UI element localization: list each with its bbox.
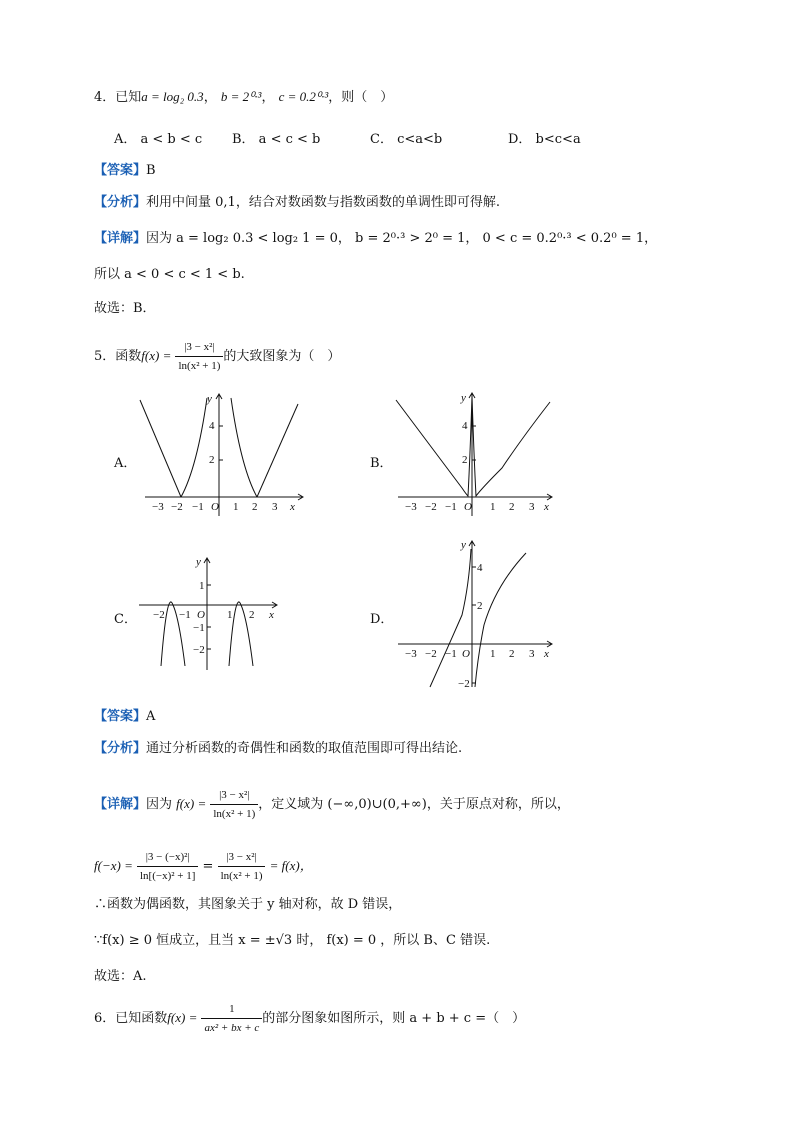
graph-d-tick: −2 [458, 678, 470, 690]
graph-a-tick: 1 [233, 501, 239, 513]
graph-c-tick: 1 [199, 580, 205, 592]
graph-d-tick: −3 [405, 648, 417, 660]
graph-b-tick: −2 [425, 501, 437, 513]
q4-conclusion: 故选：B． [94, 301, 156, 316]
graph-a-origin: O [211, 501, 219, 513]
graph-c-x-label: x [269, 609, 274, 621]
graph-a-tick: −3 [152, 501, 164, 513]
q6-fraction: $\frac{1}{\text{ax² + bx + c}}$ [201, 1000, 262, 1037]
q4-option-c: C． c<a<b [370, 132, 443, 147]
graph-a-curve-left-outer [140, 400, 181, 497]
q5-detail-4: ∵f(x) ≥ 0 恒成立，且当 x = ±√3 时， f(x) = 0 ，所以 B、C 错误. [94, 933, 491, 948]
q5-fraction: $\frac{\text{|3 − x²|}}{\text{ln(x² + 1)}}$ [175, 338, 223, 375]
graph-b-origin: O [464, 501, 472, 513]
graph-b [392, 388, 562, 520]
graph-d-curve-right [475, 553, 526, 687]
graph-d-tick: 4 [477, 562, 483, 574]
graph-c-label: C． [114, 612, 137, 627]
graph-c-origin: O [197, 609, 205, 621]
graph-a-label: A． [114, 456, 137, 471]
graph-b-tick: −3 [405, 501, 417, 513]
graph-a-x-label: x [290, 501, 295, 513]
q5-detail-1: 【详解】因为 f(x) = $\frac{\text{|3 − x²|}}{\text{ln(x² + 1)}}$ ，定义域为 (−∞,0)∪(0,+∞)，关于原点对称，所以， [94, 786, 570, 823]
graph-d-tick: −1 [445, 648, 457, 660]
q5-conclusion: 故选：A. [94, 969, 147, 984]
graph-d-tick: 2 [509, 648, 515, 660]
graph-b-y-label: y [461, 392, 466, 404]
q4-option-d: D． b<c<a [508, 132, 581, 147]
q6-stem: 6．已知函数f(x) = $\frac{1}{\text{ax² + bx + c}}$ 的部分图象如图所示，则 a + b + c =（ ） [94, 1000, 525, 1037]
q5-stem: 5．函数f(x) = $\frac{\text{|3 − x²|}}{\text{ln(x² + 1)}}$ 的大致图象为（ ） [94, 338, 340, 375]
q4-option-a: A． a < b < c [114, 132, 203, 147]
q4-detail-2: 所以 a < 0 < c < 1 < b. [94, 267, 245, 282]
graph-b-tick: 4 [462, 420, 468, 432]
graph-d-tick: 3 [529, 648, 535, 660]
q5-detail-fraction: $\frac{\text{|3 − x²|}}{\text{ln(x² + 1)}}$ [210, 786, 258, 823]
graph-c-tick: −1 [179, 609, 191, 621]
q4-answer: 【答案】B [94, 163, 156, 178]
graph-d-tick: −2 [425, 648, 437, 660]
graph-c [135, 548, 285, 676]
graph-b-tick: 2 [509, 501, 515, 513]
q5-answer: 【答案】A [94, 709, 156, 724]
graph-b-curve-left [396, 396, 472, 496]
graph-d-curve-left [430, 549, 471, 687]
graph-b-tick: 1 [490, 501, 496, 513]
q5-detail-2: f(−x) = $\frac{\text{|3 − (−x)²|}}{\text{ln[(−x)² + 1]}}$ = $\frac{\text{|3 − x²|}}{\text{ln(x² + 1)}}$ = f(x)， [94, 848, 313, 885]
graph-a-tick: −1 [192, 501, 204, 513]
graph-a-tick: 3 [272, 501, 278, 513]
graph-c-tick: −2 [193, 644, 205, 656]
graph-d-x-label: x [544, 648, 549, 660]
graph-c-tick: −2 [153, 609, 165, 621]
graph-d-tick: 1 [490, 648, 496, 660]
graph-a-tick: 2 [209, 454, 215, 466]
q4-detail-1: 【详解】因为 a = log₂ 0.3 < log₂ 1 = 0， b = 2⁰·³ > 2⁰ = 1， 0 < c = 0.2⁰·³ < 0.2⁰ = 1， [94, 231, 658, 246]
graph-c-tick: 2 [249, 609, 255, 621]
graph-a-tick: 4 [209, 420, 215, 432]
graph-b-tick: 2 [462, 454, 468, 466]
graph-a-y-label: y [207, 393, 212, 405]
q5-analysis: 【分析】通过分析函数的奇偶性和函数的取值范围即可得出结论. [94, 741, 463, 756]
graph-b-curve-right [472, 396, 550, 496]
graph-b-label: B． [370, 456, 393, 471]
graph-a-curve-right-inner [231, 398, 257, 497]
graph-c-y-label: y [196, 556, 201, 568]
graph-d-y-label: y [461, 539, 466, 551]
graph-c-tick: 1 [227, 609, 233, 621]
q4-analysis: 【分析】利用中间量 0,1，结合对数函数与指数函数的单调性即可得解. [94, 195, 500, 210]
q5-detail-3: ∴函数为偶函数，其图象关于 y 轴对称，故 D 错误， [94, 897, 402, 912]
graph-d-origin: O [462, 648, 470, 660]
graph-a-curve-right-outer [257, 404, 298, 497]
graph-a-tick: −2 [171, 501, 183, 513]
graph-b-x-label: x [544, 501, 549, 513]
q4-stem: 4．已知a = log₂ 0.3， b = 2⁰·³， c = 0.2⁰·³，则（ ） [94, 89, 394, 105]
graph-d [392, 535, 562, 693]
graph-d-tick: 2 [477, 600, 483, 612]
q5-neg-fraction-2: $\frac{\text{|3 − x²|}}{\text{ln(x² + 1)}}$ [218, 848, 266, 885]
graph-a-tick: 2 [252, 501, 258, 513]
graph-a [135, 388, 315, 520]
q5-neg-fraction: $\frac{\text{|3 − (−x)²|}}{\text{ln[(−x)² + 1]}}$ [137, 848, 198, 885]
graph-c-tick: −1 [193, 622, 205, 634]
graph-a-curve-left-inner [181, 398, 207, 497]
graph-b-tick: −1 [445, 501, 457, 513]
graph-b-tick: 3 [529, 501, 535, 513]
q4-option-b: B． a < c < b [232, 132, 321, 147]
graph-d-label: D． [370, 612, 394, 627]
